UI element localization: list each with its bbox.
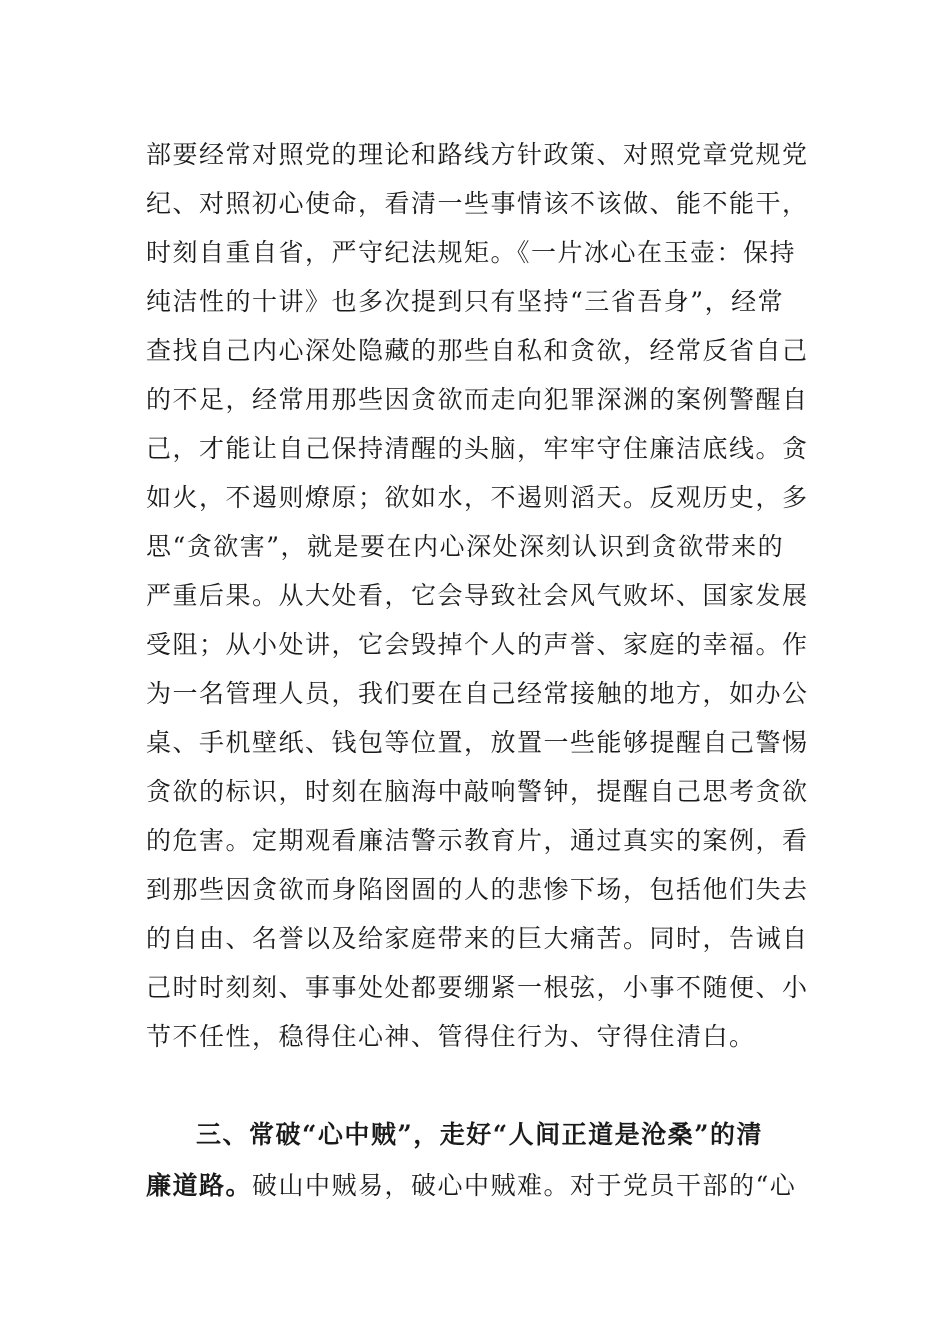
paragraph-line: 己，才能让自己保持清醒的头脑，牢牢守住廉洁底线。贪 (146, 434, 809, 463)
paragraph-line: 节不任性，稳得住心神、管得住行为、守得住清白。 (146, 1022, 756, 1051)
section-heading-line (146, 1109, 786, 1160)
section-paragraph (146, 1109, 797, 1211)
paragraph-line: 思“贪欲害”，就是要在内心深处深刻认识到贪欲带来的 (146, 532, 785, 561)
paragraph-line: 的自由、名誉以及给家庭带来的巨大痛苦。同时，告诫自 (146, 924, 809, 953)
paragraph-line: 的危害。定期观看廉洁警示教育片，通过真实的案例，看 (146, 826, 809, 855)
paragraph-line: 部要经常对照党的理论和路线方针政策、对照党章党规党 (146, 140, 809, 169)
paragraph-line: 查找自己内心深处隐藏的那些自私和贪欲，经常反省自己 (146, 336, 809, 365)
paragraph-line: 受阻；从小处讲，它会毁掉个人的声誉、家庭的幸福。作 (146, 630, 809, 659)
paragraph-line (146, 1160, 797, 1211)
paragraph-line: 时刻自重自省，严守纪法规矩。《一片冰心在玉壶：保持 (146, 238, 797, 267)
paragraph-line: 桌、手机壁纸、钱包等位置，放置一些能够提醒自己警惕 (146, 728, 809, 757)
paragraph-line: 纪、对照初心使命，看清一些事情该不该做、能不能干， (146, 189, 809, 218)
paragraph-line: 贪欲的标识，时刻在脑海中敲响警钟，提醒自己思考贪欲 (146, 777, 809, 806)
body-paragraph (146, 130, 809, 1061)
paragraph-line: 严重后果。从大处看，它会导致社会风气败坏、国家发展 (146, 581, 809, 610)
paragraph-line: 到那些因贪欲而身陷囹圄的人的悲惨下场，包括他们失去 (146, 875, 809, 904)
section-body-text: 破山中贼易，破心中贼难。对于党员干部的“心 (252, 1171, 797, 1200)
paragraph-line: 己时时刻刻、事事处处都要绷紧一根弦，小事不随便、小 (146, 973, 809, 1002)
paragraph-line: 为一名管理人员，我们要在自己经常接触的地方，如办公 (146, 679, 809, 708)
section-heading: 三、常破“心中贼”，走好“人间正道是沧桑”的清 (196, 1120, 764, 1149)
paragraph-line: 的不足，经常用那些因贪欲而走向犯罪深渊的案例警醒自 (146, 385, 809, 414)
section-heading-end: 廉道路。 (146, 1171, 253, 1200)
paragraph-line: 纯洁性的十讲》也多次提到只有坚持“三省吾身”，经常 (146, 287, 785, 316)
paragraph-line: 如火，不遏则燎原；欲如水，不遏则滔天。反观历史，多 (146, 483, 809, 512)
